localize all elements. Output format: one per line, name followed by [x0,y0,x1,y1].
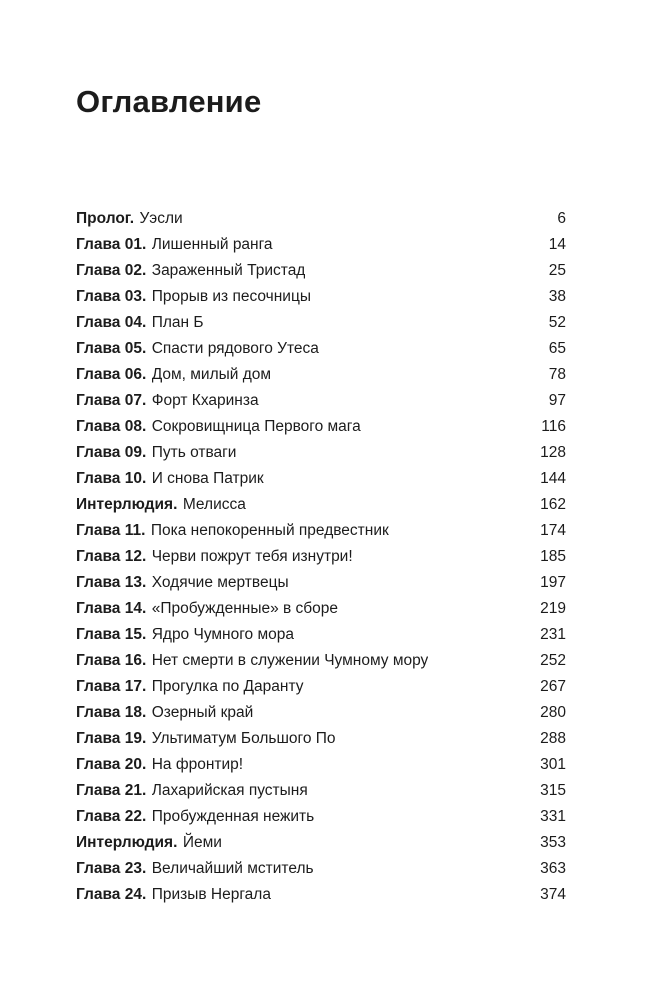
toc-entry-label: Глава 21. [76,782,147,799]
toc-entry [76,310,566,336]
toc-entry-label: Глава 24. [76,886,147,903]
toc-entry [76,232,566,258]
toc-entry-title: Сокровищница Первого мага [151,418,361,435]
toc-entry-label: Глава 18. [76,704,147,721]
toc-entry-label: Глава 03. [76,288,147,305]
toc-entry-title: Уэсли [139,210,183,227]
toc-entry-page: 197 [540,574,566,591]
toc-entry-title: Нет смерти в служении Чумному мору [151,652,429,669]
toc-entry [76,258,566,284]
toc-entry [76,362,566,388]
toc-entry-page: 116 [541,418,566,435]
toc-entry-page: 97 [548,392,566,409]
toc-entry-label: Глава 07. [76,392,147,409]
toc-entry-title: Прогулка по Даранту [151,678,304,695]
toc-entry-title: План Б [151,314,204,331]
toc-entry [76,570,566,596]
toc-list [76,206,566,908]
toc-entry-label: Глава 22. [76,808,147,825]
toc-entry [76,804,566,830]
page-title: Оглавление [76,84,262,119]
toc-entry-page: 363 [540,860,566,877]
toc-entry [76,466,566,492]
toc-entry-title: «Пробужденные» в сборе [151,600,339,617]
toc-entry [76,336,566,362]
toc-entry-title: Озерный край [151,704,254,721]
toc-entry-label: Глава 02. [76,262,147,279]
toc-entry-label: Глава 23. [76,860,147,877]
toc-entry-title: Величайший мститель [151,860,314,877]
toc-entry-title: Форт Кхаринза [151,392,259,409]
toc-entry-title: Ядро Чумного мора [151,626,294,643]
toc-entry-page: 128 [540,444,566,461]
toc-entry-title: Спасти рядового Утеса [151,340,319,357]
toc-entry [76,544,566,570]
toc-entry-title: Йеми [182,834,222,851]
toc-entry [76,622,566,648]
toc-entry-title: И снова Патрик [151,470,264,487]
toc-entry-title: Дом, милый дом [151,366,272,383]
toc-entry [76,700,566,726]
toc-entry [76,752,566,778]
toc-entry-label: Глава 01. [76,236,147,253]
toc-entry-label: Глава 09. [76,444,147,461]
toc-entry [76,882,566,908]
toc-entry-label: Глава 19. [76,730,147,747]
toc-entry-page: 374 [540,886,566,903]
toc-entry-label: Глава 11. [76,522,146,539]
toc-entry-label: Глава 05. [76,340,147,357]
toc-entry-label: Глава 17. [76,678,147,695]
toc-entry-page: 52 [548,314,566,331]
toc-entry-title: Ультиматум Большого По [151,730,336,747]
toc-entry [76,206,566,232]
toc-entry-page: 38 [548,288,566,305]
toc-entry-page: 144 [540,470,566,487]
toc-entry-title: Призыв Нергала [151,886,271,903]
toc-entry-label: Глава 08. [76,418,147,435]
toc-entry [76,778,566,804]
toc-entry-title: Прорыв из песочницы [151,288,311,305]
toc-entry-label: Интерлюдия. [76,834,178,851]
toc-entry-page: 288 [540,730,566,747]
toc-entry-page: 78 [548,366,566,383]
toc-entry-title: Зараженный Тристад [151,262,306,279]
toc-entry-page: 65 [548,340,566,357]
toc-entry-page: 25 [548,262,566,279]
toc-entry-label: Глава 15. [76,626,147,643]
toc-entry-title: Мелисса [182,496,246,513]
toc-entry [76,830,566,856]
toc-entry-page: 6 [557,210,566,227]
toc-entry-title: Пока непокоренный предвестник [150,522,389,539]
toc-entry-page: 267 [540,678,566,695]
toc-entry [76,492,566,518]
toc-entry-page: 353 [540,834,566,851]
toc-entry [76,440,566,466]
toc-entry-page: 219 [540,600,566,617]
toc-entry [76,856,566,882]
toc-entry-label: Глава 10. [76,470,147,487]
toc-entry-page: 331 [540,808,566,825]
toc-entry-page: 252 [540,652,566,669]
toc-entry-page: 231 [540,626,566,643]
toc-entry-title: На фронтир! [151,756,244,773]
toc-entry [76,648,566,674]
toc-entry-page: 162 [540,496,566,513]
toc-entry [76,726,566,752]
toc-entry-title: Черви пожрут тебя изнутри! [151,548,353,565]
toc-entry-label: Глава 06. [76,366,147,383]
toc-entry-label: Глава 20. [76,756,147,773]
toc-entry-label: Пролог. [76,210,135,227]
toc-entry-title: Путь отваги [151,444,237,461]
toc-entry-page: 174 [540,522,566,539]
toc-entry-page: 315 [540,782,566,799]
toc-entry [76,414,566,440]
toc-entry-title: Ходячие мертвецы [151,574,289,591]
toc-entry-label: Глава 14. [76,600,147,617]
toc-entry [76,518,566,544]
toc-entry-label: Глава 13. [76,574,147,591]
toc-entry-title: Лишенный ранга [151,236,273,253]
toc-entry [76,388,566,414]
toc-entry-page: 185 [540,548,566,565]
toc-entry-page: 280 [540,704,566,721]
toc-entry [76,284,566,310]
toc-entry-page: 301 [540,756,566,773]
toc-entry-label: Интерлюдия. [76,496,178,513]
toc-entry-page: 14 [548,236,566,253]
toc-entry-label: Глава 12. [76,548,147,565]
toc-entry-title: Пробужденная нежить [151,808,315,825]
toc-entry-title: Лахарийская пустыня [151,782,308,799]
toc-entry [76,674,566,700]
toc-entry-label: Глава 16. [76,652,147,669]
toc-entry-label: Глава 04. [76,314,147,331]
toc-entry [76,596,566,622]
